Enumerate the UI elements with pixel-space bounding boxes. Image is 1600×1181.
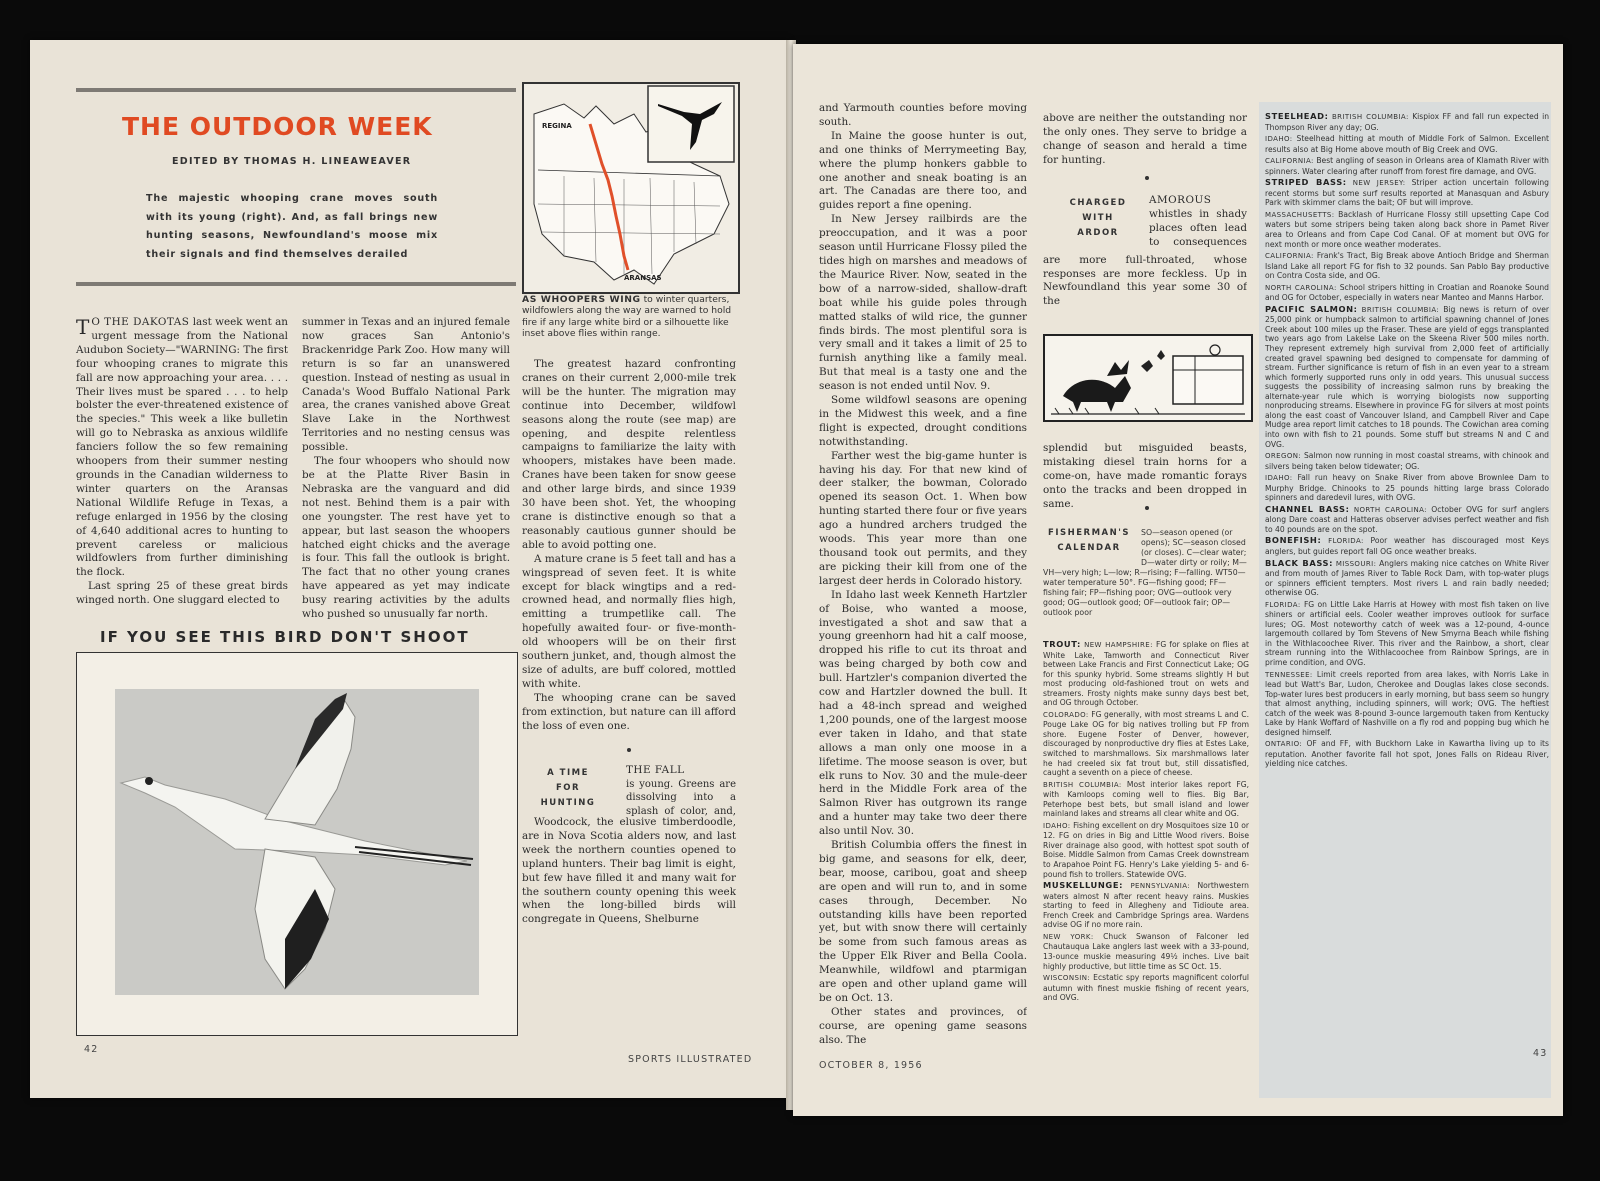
map-label-aransas: ARANSAS [624,274,662,282]
left-page [30,40,788,1098]
channel-head: CHANNEL BASS: [1265,503,1350,514]
salmon-head: PACIFIC SALMON: [1265,303,1358,314]
magazine-name: SPORTS ILLUSTRATED [628,1054,753,1065]
moose-cartoon [1043,334,1253,422]
r-col1-p4: Some wildfowl seasons are opening in the Midwest this week, and a fine flight is expected, drought conditions notwithstanding. [819,394,1027,448]
r-col2-p2: whistles in shady places often lead to consequences [1149,207,1247,248]
steelhead-id-sub: IDAHO: [1265,135,1293,144]
r-col1-p1: and Yarmouth counties before moving south. [819,102,1027,128]
bonefish-head: BONEFISH: [1265,535,1322,546]
r-col2-p2-rest: are more full-throated, whose responses are more feckless. Up in Newfoundland this year some 30 of the [1043,253,1247,308]
moose-train-icon [1045,336,1251,420]
musky-wi: Ecstatic spy reports magnificent colorful autumn with finest muskie fishing of recent years, and OVG. [1043,973,1249,1003]
blackbass-on-sub: ONTARIO: [1265,740,1303,749]
lead-smallcaps: O THE DAKOTAS [91,316,190,328]
blackbass-fl-sub: FLORIDA: [1265,600,1301,609]
map-label-regina: REGINA [542,122,572,130]
ardor-lead: AMOROUS [1149,194,1212,206]
trout-id-sub: IDAHO: [1043,821,1071,830]
col3-p5: Woodcock, the elusive timberdoodle, are in Nova Scotia alders now, and last week the northern counties opened to upland hunters. Their bag limit is eight, but few have filled it and many wait for the southern county opening this week when the long-billed birds will congregate in Queens, Shelburne [522,816,736,926]
musky-ny-sub: NEW YORK: [1043,932,1094,941]
crane-photo [115,689,479,995]
subhead-time-for-hunting: A TIME FOR HUNTING [540,768,596,808]
page-number-right: 43 [1533,1048,1548,1059]
article-column-1 [76,316,288,608]
r-col1-p8: Other states and provinces, of course, are opening game seasons also. The [819,1005,1027,1044]
header-top-rule [76,88,516,92]
right-column-2c [1043,252,1247,322]
col1-p1: last week went an urgent message from the National Audubon Society—"WARNING: The first four whooping cranes to migrate this fall are now approaching your area. . . . Their lives must be spared . . . to help bolster the ever-threatened existence of the species." This week a like bulletin will go to Nebraska as anxious wildlife fanciers follow the so few remaining whoopers from their summer nesting grounds in the Canadian wilderness to winter quarters on the Aransas National Wildlife Refuge in Texas, a refuge enlarged in 1956 by the closing of 4,640 additional acres to hunting to prevent careless or malicious wildfowlers from further diminishing the flock. [76,316,288,579]
r-col1-p7: British Columbia offers the finest in big game, and seasons for elk, deer, bear, moose, caribou, goat and sheep are open and will run to, and in some cases through, December. No outstanding kills have been reported yet, but with snow there will certainly be some from such famous areas as the Upper Elk River and Bella Coola. Meanwhile, wildfowl and ptarmigan are open and other upland game will be on Oct. 13. [819,839,1027,1004]
article-column-3b [522,764,736,778]
photo-headline: IF YOU SEE THIS BIRD DON'T SHOOT [100,628,470,646]
musky-pa: Northwestern waters almost N after recent heavy rains. Muskies starting to feed in Allegheny and Tidioute area. French Creek and Cambridge Springs area. Wardens advise OG if no more rain. [1043,881,1249,930]
steelhead-bc-sub: BRITISH COLUMBIA: [1331,113,1409,121]
bonefish-fl: Poor weather has discouraged most Keys anglers, but guides report fall OG once weather breaks. [1265,536,1549,556]
blackbass-on: OF and FF, with Buckhorn Lake in Kawartha living up to its reputation. Another favorite fall hot spot, Jones Falls on Rideau River, yielding nice catches. [1265,739,1549,769]
trout-co-sub: COLORADO: [1043,710,1089,719]
section-bullet-3 [1145,506,1149,510]
page-title: THE OUTDOOR WEEK [122,112,433,141]
whooping-crane-illustration-icon [115,689,479,995]
article-column-3d [522,816,736,1056]
striped-head: STRIPED BASS: [1265,177,1347,188]
trout-bc-sub: BRITISH COLUMBIA: [1043,780,1122,789]
r-col2-p3: splendid but misguided beasts, mistaking diesel train horns for a come-on, have made romantic forays onto the tracks and been dropped in same. [1043,442,1247,510]
col1-p2: Last spring 25 of these great birds winged north. One sluggard elected to [76,580,288,607]
r-col1-p6: In Idaho last week Kenneth Hartzler of Boise, who wanted a moose, investigated a shot and saw that a young greenhorn had hit a calf moose, dropped his rifle to cut its throat and was being charged by both cow and bull. Hartzler's companion diverted the cow and Hartzler downed the bull. It had a 48-inch spread and weighed 1,200 pounds, one of the largest moose ever taken in Idaho, and that state allows a man only one moose in a lifetime. The moose season is over, but elk runs to Nov. 30 and the mule-deer herd in the Middle Fork area of the Salmon River has outgrown its range and a hunter may take two deer there also until Nov. 30. [819,588,1027,838]
salmon-id: Fall run heavy on Snake River from above Brownlee Dam to Murphy Bridge. Chinooks to 25 pounds hitting large brass Colorado spinners and daredevil lures, with OVG. [1265,473,1549,503]
calendar-key-rest: VH—very high; L—low; R—rising; F—falling. WT50—water temperature 50°. FG—fishing good; FF—fishing fair; FP—fishing poor; OVG—outlook very good; OG—outlook good; OF—outlook fair; OP—outlook poor [1043,568,1246,617]
salmon-id-sub: IDAHO: [1265,474,1293,483]
subhead-charged-with-ardor: CHARGED WITH ARDOR [1069,198,1127,238]
striped-ca-sub: CALIFORNIA: [1265,252,1314,261]
byline: EDITED BY THOMAS H. LINEAWEAVER [172,156,412,167]
trout-head: TROUT: [1043,640,1081,649]
musky-ny: Chuck Swanson of Falconer led Chautauqua Lake anglers last week with a 33-pound, 13-ounce muskie measuring 49½ inches. Live bait highly productive, but little time as SC Oct. 15. [1043,931,1249,971]
calendar-key [1043,528,1249,568]
article-column-3 [522,358,736,733]
steelhead-ca-sub: CALIFORNIA: [1265,157,1314,166]
col3-p2: A mature crane is 5 feet tall and has a wingspread of seven feet. It is white except for black wingtips and a red-crowned head, and normally flies high, emitting a trumpetlike call. The hopefully awaited four- or five-month-old whoopers will be on their first southern junket, and, though almost the size of adults, are buff colored, mottled with white. [522,552,736,690]
right-page [793,44,1563,1116]
map-caption-lead: AS WHOOPERS WING [522,294,641,305]
steelhead-ca: Best angling of season in Orleans area of Klamath River with spinners. Water clearing after runoff from forest fire damage, and OVG. [1265,156,1549,176]
channel-nc-sub: NORTH CAROLINA: [1353,505,1427,514]
dropcap: T [76,315,90,339]
r-col1-p3: In New Jersey railbirds are the preoccupation, and it was a poor season until Hurricane Flossy piled the tides high on marshes and meadows of the Maurice River. Now, seated in the bow of a narrow-sided, shallow-draft boat while his guide poles through matted stalks of wild rice, the gunner finds birds. The most plentiful sora is very small and it takes a limit of 25 to furnish anything like a family meal. But that meal is a tasty one and the season is not ended until Nov. 9. [819,213,1027,393]
col2-p2: The four whoopers who should now be at the Platte River Basin in Nebraska are the vanguard and did not nest. Behind them is a pair with one youngster. The rest have yet to appear, but last season the whoopers hatched eight chicks and the average is four. This fall the outlook is bright. The fact that no other young cranes have appeared as yet may indicate busy rearing activities by the adults who pushed so unusually far north. [302,455,510,621]
salmon-or: Salmon now running in most coastal streams, with chinook and silvers being taken below tidewater; OG. [1265,451,1549,471]
steelhead-bc: Kispiox FF and fall run expected in Thompson River any day; OG. [1265,112,1549,132]
blackbass-fl: FG on Little Lake Harris at Howey with most fish taken on live shiners or artificial eels. Cooler weather improves outlook for surface lures; OG. Most noteworthy catch of week was a 12-pound, 4-ounce largemouth collared by Tom Stevens of New Smyrna Beach while fishing in the Withlacoochee River. This river and the Rainbow, a short, clear stream running into the Withlacoochee from Rainbow Springs, are in prime condition, and OVG. [1265,599,1549,667]
r-col1-p2: In Maine the goose hunter is out, and one thinks of Merrymeeting Bay, where the plump honkers gabble to one another and sneak boating is an art. The Canadas are there too, and guides report a fine opening. [819,129,1027,212]
map-caption-text: to winter quarters, wildfowlers along the way are warned to hold fire if any large white bird or a silhouette like inset above flies within range. [522,294,732,340]
striped-nj-sub: NEW JERSEY: [1352,179,1406,188]
right-column-1 [819,102,1027,1044]
right-column-2 [1043,112,1247,168]
trout-id: Fishing excellent on dry Mosquitoes size 10 or 12. FG on dries in Big and Little Wood rivers. Boise River drainage also good, with hottest spot south of Boise. Middle Salmon from Camas Creek downstream to Arapahoe Point FG. Henry's Lake yielding 5- and 6-pound fish to trollers. Statewide OVG. [1043,820,1249,879]
bonefish-fl-sub: FLORIDA: [1328,537,1364,546]
article-column-3c [626,778,736,816]
section-bullet [627,748,631,752]
inset-frame [648,86,734,162]
trout-nh: FG for splake on flies at White Lake, Tamworth and Connecticut River between Lake Francis and First Connecticut Lake; OG for this spunky hybrid. Some streams slightly H but most producing old-fashioned trout on wets and streamers. Frosty nights make sunny days best bet, and OG through October. [1043,640,1249,708]
fishing-sidebar [1265,112,1549,1052]
blackbass-tn: Limit creels reported from area lakes, with Norris Lake in lead but Watt's Bar, Ludon, Cherokee and Douglas lakes close seconds. Top-water lures best producers in early morning, but bass seem so hungry that almost anything, including spinners, will work; OVG. The heftiest catch of the week was 8-pound 3-ounce largemouth taken from Kentucky Lake by Hank Woffard of Nashville on a fly rod and popping bug which he designed himself. [1265,669,1549,737]
col3-p4-start: is young. Greens are dissolving into a splash of color, and, [626,779,736,816]
salmon-or-sub: OREGON: [1265,452,1302,461]
calendar-entries [1043,640,1249,1040]
trout-co: FG generally, with most streams L and C. Pouge Lake OG for big natives trolling but FP from shore. Eugene Foster of Denver, however, discouraged by nonproductive dry flies at Estes Lake, switched to marshmallows. Six marshmallows later he had creeled six fat trout but, still dissatisfied, caught a seventh on a piece of cheese. [1043,709,1249,778]
salmon-bc-sub: BRITISH COLUMBIA: [1361,305,1440,314]
blackbass-tn-sub: TENNESSEE: [1265,670,1313,679]
striped-ma-sub: MASSACHUSETTS: [1265,210,1335,219]
blackbass-head: BLACK BASS: [1265,557,1334,568]
col3-p3: The whooping crane can be saved from extinction, but nature can ill afford the loss of even one. [522,691,736,732]
page-number-left: 42 [84,1044,99,1055]
musky-head: MUSKELLUNGE: [1043,880,1124,891]
blackbass-mo: Anglers making nice catches on White River and from mouth of James River to Table Rock Dam, with top-water plugs or spinners efficient tempters. Most rivers L and rain badly needed; otherwise OG. [1265,558,1549,598]
steelhead-id: Steelhead hitting at mouth of Middle Fork of Salmon. Excellent results also at Big Home above mouth of Big Creek and OVG. [1265,134,1549,154]
striped-ma: Backlash of Hurricane Flossy still upsetting Cape Cod waters but some stripers being taken along back shore in Pamet River area to Orleans and from Cape Cod Canal. OF at moment but OVG for next month or more once weather moderates. [1265,209,1549,249]
trout-nh-sub: NEW HAMPSHIRE: [1084,641,1153,649]
right-column-2d [1043,442,1247,512]
photo-frame [76,652,518,1036]
blackbass-mo-sub: MISSOURI: [1335,559,1377,568]
striped-nc: School stripers hitting in Croatian and Roanoke Sound and OG for October, especially in waters near Manteo and Manns Harbor. [1265,282,1549,303]
r-col1-p5: Farther west the big-game hunter is having his day. For that new kind of deer stalker, the bowman, Colorado opened its season Oct. 1. When bow hunting started there four or five years ago a hundred archers trudged the woods. This year more than one thousand took out permits, and they are picking their kill from one of the largest deer herds in Colorado history. [819,449,1027,587]
striped-nc-sub: NORTH CAROLINA: [1265,283,1337,292]
r-col2-p1: above are neither the outstanding nor the only ones. They serve to bridge a change of season and herald a time for hunting. [1043,112,1247,166]
calendar-key-top: SO—season opened (or opens); SC—season closed (or closes). C—clear water; D—water dirty or roily; M— [1141,528,1247,567]
time-hunting-lead: THE FALL [626,764,685,776]
right-column-2b [1043,194,1247,248]
header-bottom-rule [76,282,516,286]
trout-bc: Most interior lakes report FG, with Kamloops coming well to flies. Big Bar, Peterhope best bets, but small island and lower mainland lakes and streams all clear white and OG. [1043,779,1249,819]
article-column-2 [302,316,510,622]
striped-nj: Striper action uncertain following recent storms but some surf results reported at Manasquan and Asbury Park with skimmer clams the bait; OF but will improve. [1265,178,1549,208]
striped-ca: Frank's Tract, Big Break above Antioch Bridge and Sherman Island Lake all report FG for fish to 32 pounds. San Pablo Bay productive on Contra Costa side, and OG. [1265,251,1549,281]
map-drawing [524,84,738,292]
col2-p1: summer in Texas and an injured female now graces San Antonio's Brackenridge Park Zoo. How many will return is so far an unanswered question. Instead of nesting as usual in Canada's Wood Buffalo National Park area, the cranes vanished above Great Slave Lake in the Northwest Territories and no nesting census was possible. [302,316,510,454]
calendar-title: FISHERMAN'S CALENDAR [1048,528,1130,553]
musky-pa-sub: PENNSYLVANIA: [1130,882,1191,891]
map-caption [522,294,736,340]
steelhead-head: STEELHEAD: [1265,112,1329,121]
col3-p1: The greatest hazard confronting cranes on their current 2,000-mile trek will be the hunter. The migration may continue into December, wildfowl seasons along the route (see map) are opening, and despite relentless campaigns to familiarize the laity with whoopers, mistakes have been made. Cranes have been taken for snow geese and other large birds, and since 1939 30 have been shot. Yet, the whooping crane is distinctive enough so that a reasonably cautious gunner should be able to avoid potting one. [522,358,736,551]
calendar-key-wrap [1043,568,1249,630]
musky-wi-sub: WISCONSIN: [1043,974,1091,983]
issue-date: OCTOBER 8, 1956 [819,1060,923,1071]
migration-map [522,82,740,294]
channel-nc: October OVG for surf anglers along Dare coast and Hatteras observer advises perfect weather and fish to 40 pounds are on the spot. [1265,504,1549,534]
salmon-bc: Big news is return of over 25,000 pink or humpback salmon to artificial spawning channel of Jones Creek about 100 miles up the Fraser. These are yield of eggs transplanted two years ago from Lakelse Lake on the Skeena River 500 miles north. They represent extremely high survival from 2,000 feet of artificially created gravel spawning bed designed to compensate for damming of stream. Further significance is return of fish in an even year to a stream which formerly supported runs only in odd years. This unusual success suggests the possibility of increasing salmon runs by breaking the alternate-year rule which is worrying biologists now supporting nonproducing streams. Elsewhere in province FG for silvers at most points along the east coast of Vancouver Island, and Campbell River and Cape Mudge area report limit catches to 18 pounds. The Cowichan area coming into own with fish to 21 pounds. Some stuff but streams N and C and OVG. [1265,304,1549,449]
deck: The majestic whooping crane moves south with its young (right). And, as fall brings new hunting seasons, Newfoundland's moose mix their signals and find themselves derailed [146,193,438,260]
section-bullet-2 [1145,176,1149,180]
